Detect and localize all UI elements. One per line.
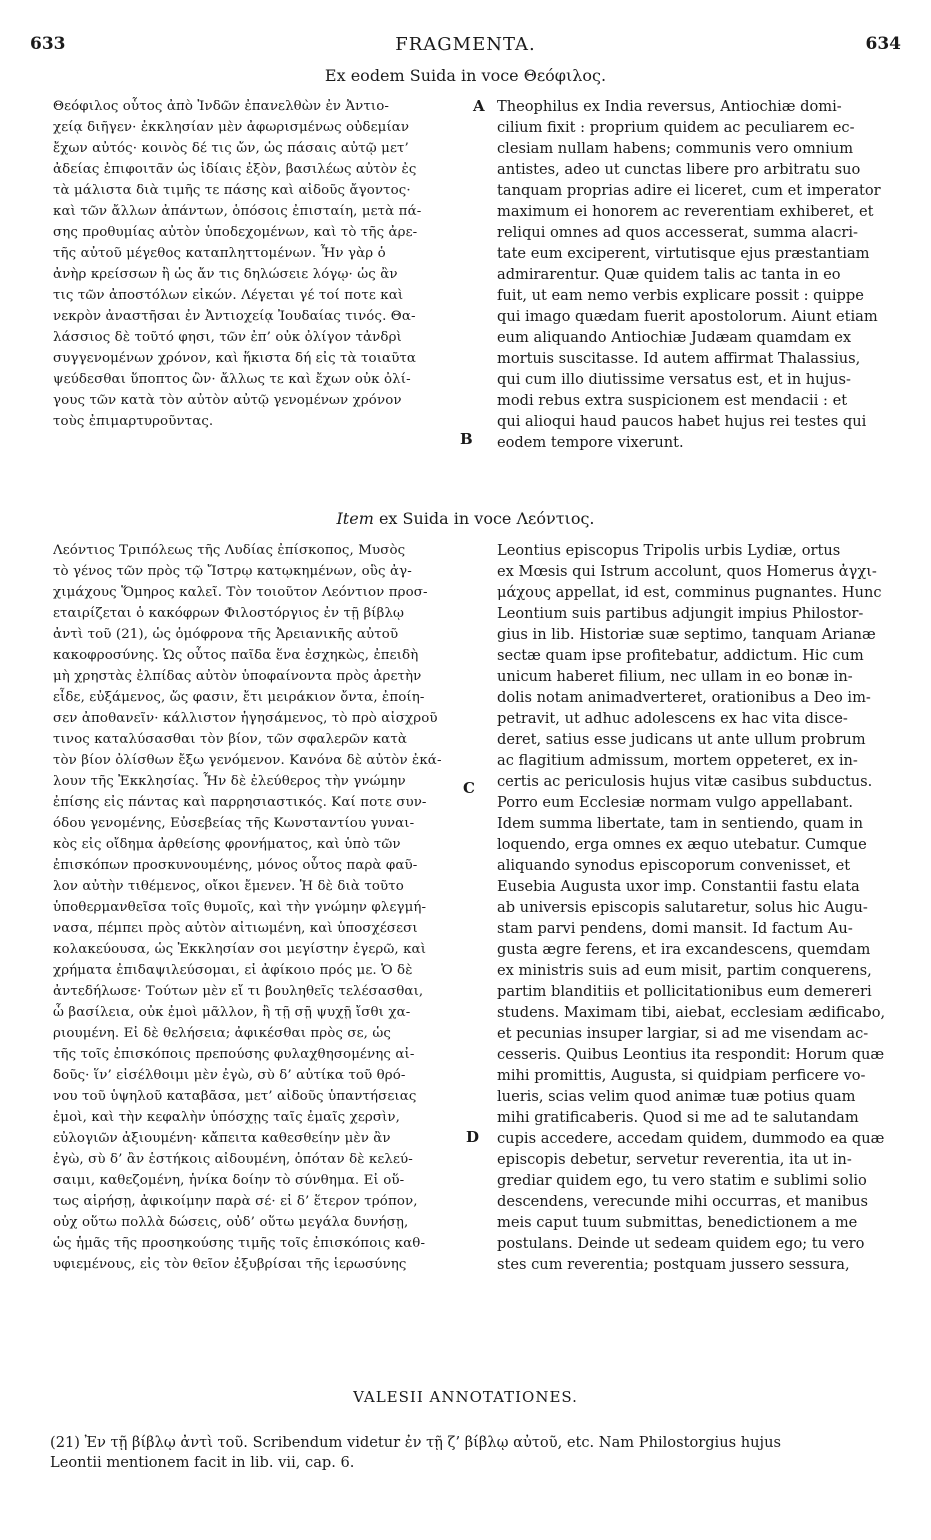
latin-text-line: gius in lib. Historiæ suæ septimo, tanquam Arianæ [497, 626, 876, 643]
latin-text-line: eum aliquando Antiochiæ Judæam quamdam ex [497, 329, 852, 346]
greek-text-line: ὦ βασίλεια, οὐκ ἐμοὶ μᾶλλον, ἢ τῇ σῇ ψυχῇ ἴσθι χα- [53, 1005, 411, 1020]
latin-text-line: clesiam nullam habens; communis vero omnium [497, 140, 854, 157]
greek-text-line: ἀντεδήλωσε· Τούτων μὲν εἴ τι βουληθεῖς τελέσασθαι, [53, 984, 424, 999]
greek-text-line: ὡς ἡμᾶς τῆς προσηκούσης τιμῆς τοῖς ἐπισκόποις καθ- [53, 1236, 426, 1251]
latin-text-line: qui alioqui haud paucos habet hujus rei testes qui [497, 413, 867, 430]
greek-text-line: ὑποθερμανθεῖσα τοῖς θυμοῖς, καὶ τὴν γνώμην φλεγμή- [53, 900, 427, 915]
latin-text-line: tanquam proprias adire ei liceret, cum et imperator [497, 182, 881, 199]
greek-text-line: τὸν βίον ὀλίσθων ἔξω γενόμενον. Κανόνα δὲ αὐτὸν ἐκά- [53, 753, 442, 768]
latin-text-line: dolis notam animadverteret, orationibus a Deo im- [497, 689, 871, 706]
greek-text-line: γους τῶν κατὰ τὸν αὐτὸν αὐτῷ γενομένων χρόνον [53, 393, 402, 408]
section2-latin-column [497, 540, 901, 1275]
latin-text-line: descendens, verecunde mihi occurras, et manibus [497, 1193, 869, 1210]
annotation-line-2: Leontii mentionem facit in lib. vii, cap. 6. [50, 1454, 355, 1471]
latin-text-line: Porro eum Ecclesiæ normam vulgo appellabant. [497, 794, 853, 811]
greek-text-line: κὸς εἰς οἴδημα ἀρθείσης φρονήματος, καὶ ὑπὸ τῶν [53, 837, 401, 852]
latin-text-line: Theophilus ex India reversus, Antiochiæ domi- [497, 98, 842, 115]
latin-text-line: loquendo, erga omnes ex æquo utebatur. Cumque [497, 836, 867, 853]
margin-marker-d: D [466, 1128, 480, 1146]
running-title: FRAGMENTA. [395, 34, 536, 55]
latin-text-line: sectæ quam ipse profitebatur, addictum. Hic cum [497, 647, 864, 664]
greek-text-line: σης προθυμίας αὐτὸν ὑποδεχομένων, καὶ τὸ τῆς ἀρε- [53, 225, 418, 240]
latin-text-line: mihi promittis, Augusta, si quidpiam perficere vo- [497, 1067, 866, 1084]
latin-text-line: unicum haberet filium, nec ullam in eo bonæ in- [497, 668, 853, 685]
latin-text-line: Leontium suis partibus adjungit impius Philostor- [497, 605, 864, 622]
annotation-line-1: (21) Ἐν τῇ βίβλῳ ἀντὶ τοῦ. Scribendum videtur ἐν τῇ ζ’ βίβλῳ αὐτοῦ, etc. Nam Philostorgius hujus [50, 1434, 781, 1451]
greek-text-line: νασα, πέμπει πρὸς αὐτὸν αἰτιωμένη, καὶ ὑποσχέσεσι [53, 921, 418, 936]
greek-text-line: ἔχων αὐτός· κοινὸς δέ τις ὤν, ὡς πάσαις αὐτῷ μετ’ [53, 141, 409, 156]
latin-text-line: qui cum illo diutissime versatus est, et in hujus- [497, 371, 851, 388]
latin-text-line: mihi gratificaberis. Quod si me ad te salutandam [497, 1109, 859, 1126]
latin-text-line: stes cum reverentia; postquam jussero sessura, [497, 1256, 850, 1273]
latin-text-line: maximum ei honorem ac reverentiam exhiberet, et [497, 203, 874, 220]
greek-text-line: ἀδείας ἐπιφοιτᾶν ὡς ἰδίαις ἐξὸν, βασιλέως αὐτὸν ἐς [53, 162, 417, 177]
greek-text-line: νου τοῦ ὑψηλοῦ καταβᾶσα, μετ’ αἰδοῦς ὑπαντήσειας [53, 1089, 417, 1104]
latin-text-line: stam parvi pendens, domi mansit. Id factum Au- [497, 920, 853, 937]
latin-text-line: studens. Maximam tibi, aiebat, ecclesiam ædificabo, [497, 1004, 886, 1021]
latin-text-line: qui imago quædam fuerit apostolorum. Aiunt etiam [497, 308, 878, 325]
latin-text-line: et pecunias insuper largiar, si ad me visendam ac- [497, 1025, 869, 1042]
greek-text-line: σαιμι, καθεζομένη, ἡνίκα δοίην τὸ σύνθημα. Εἰ οὕ- [53, 1173, 405, 1188]
latin-text-line: cilium fixit : proprium quidem ac peculiarem ec- [497, 119, 855, 136]
greek-text-line: ἐμοὶ, καὶ τὴν κεφαλὴν ὑπόσχῃς ταῖς ἐμαῖς χερσὶν, [53, 1110, 401, 1125]
greek-text-line: λουν τῆς Ἐκκλησίας. Ἦν δὲ ἐλεύθερος τὴν γνώμην [53, 774, 406, 789]
latin-text-line: partim blanditiis et pollicitationibus eum demereri [497, 983, 872, 1000]
greek-text-line: τὸ γένος τῶν πρὸς τῷ Ἴστρῳ κατῳκημένων, οὓς ἀγ- [53, 564, 412, 579]
latin-text-line: admirarentur. Quæ quidem talis ac tanta in eo [497, 266, 841, 283]
page-number-left: 633 [30, 34, 66, 54]
greek-text-line: λον αὐτὴν τιθέμενος, οἴκοι ἔμενεν. Ἡ δὲ διὰ τοῦτο [53, 879, 404, 894]
margin-marker-a: A [473, 97, 485, 115]
greek-text-line: καὶ τῶν ἄλλων ἀπάντων, ὁπόσοις ἐπισταίη, μετὰ πά- [53, 204, 422, 219]
latin-text-line: mortuis suscitasse. Id autem affirmat Thalassius, [497, 350, 861, 367]
latin-text-line: Leontius episcopus Tripolis urbis Lydiæ, ortus [497, 542, 841, 559]
latin-text-line: Idem summa libertate, tam in sentiendo, quam in [497, 815, 863, 832]
latin-text-line: gusta ægre ferens, et ira excandescens, quemdam [497, 941, 871, 958]
latin-text-line: postulans. Deinde ut sedeam quidem ego; tu vero [497, 1235, 865, 1252]
section2-greek-column [53, 540, 463, 1275]
section2-heading-item: Item [336, 509, 374, 528]
greek-text-line: τινος καταλύσασθαι τὸν βίον, τῶν σφαλερῶν κατὰ [53, 732, 407, 747]
greek-text-line: ἀντὶ τοῦ (21), ὡς ὁμόφρονα τῆς Ἀρειανικῆς αὐτοῦ [53, 627, 399, 642]
greek-text-line: συγγενομένων χρόνον, καὶ ἥκιστα δή εἰς τὰ τοιαῦτα [53, 351, 417, 366]
margin-marker-b: B [460, 430, 473, 448]
section1-heading: Ex eodem Suida in voce Θεόφιλος. [324, 66, 607, 85]
greek-text-line: χιμάχους Ὅμηρος καλεῖ. Τὸν τοιοῦτον Λεόντιον προσ- [53, 585, 428, 600]
greek-text-line: τῆς αὐτοῦ μέγεθος καταπληττομένων. Ἦν γὰρ ὁ [53, 246, 386, 261]
greek-text-line: χρήματα ἐπιδαψιλεύσομαι, εἰ ἀφίκοιο πρός με. Ὁ δὲ [53, 963, 413, 978]
greek-text-line: δοῦς· ἵν’ εἰσέλθοιμι μὲν ἐγὼ, σὺ δ’ αὐτίκα τοῦ θρό- [53, 1068, 406, 1083]
greek-text-line: εταιρίζεται ὁ κακόφρων Φιλοστόργιος ἐν τῇ βίβλῳ [53, 606, 405, 621]
section1-greek-column [53, 96, 463, 432]
greek-text-line: τως αἱρήσῃ, ἀφικοίμην παρὰ σέ· εἰ δ’ ἕτερον τρόπον, [53, 1194, 418, 1209]
section2-heading-rest: ex Suida in voce Λεόντιος. [373, 509, 595, 528]
latin-text-line: modi rebus extra suspicionem est mendacii : et [497, 392, 848, 409]
greek-text-line: λάσσιος δὲ τοῦτό φησι, τῶν ἐπ’ οὐκ ὀλίγον τἀνδρὶ [53, 330, 402, 345]
latin-text-line: ab universis episcopis salutaretur, solus hic Augu- [497, 899, 868, 916]
latin-text-line: episcopis debetur, servetur reverentia, ita ut in- [497, 1151, 852, 1168]
greek-text-line: κακοφροσύνης. Ὡς οὗτος παῖδα ἕνα ἐσχηκὼς, ἐπειδὴ [53, 648, 419, 663]
greek-text-line: τοὺς ἐπιμαρτυροῦντας. [53, 414, 214, 429]
latin-text-line: eodem tempore vixerunt. [497, 434, 684, 451]
greek-text-line: Λεόντιος Τριπόλεως τῆς Λυδίας ἐπίσκοπος, Μυσὸς [53, 543, 406, 558]
latin-text-line: ex ministris suis ad eum misit, partim conquerens, [497, 962, 872, 979]
greek-text-line: χείᾳ διῆγεν· ἐκκλησίαν μὲν ἀφωρισμένως οὐδεμίαν [53, 120, 410, 135]
latin-text-line: fuit, ut eam nemo verbis explicare possit : quippe [497, 287, 864, 304]
greek-text-line: ἐπίσης εἰς πάντας καὶ παρρησιαστικός. Καί ποτε συν- [53, 795, 427, 810]
latin-text-line: certis ac periculosis hujus vitæ casibus subductus. [497, 773, 873, 790]
greek-text-line: ριουμένη. Εἰ δὲ θελήσεια; ἀφικέσθαι πρὸς σε, ὡς [53, 1026, 392, 1041]
greek-text-line: τις τῶν ἀποστόλων εἰκών. Λέγεται γέ τοί ποτε καὶ [53, 288, 404, 303]
greek-text-line: σεν ἀποθανεῖν· κάλλιστον ἡγησάμενος, τὸ πρὸ αἰσχροῦ [53, 711, 438, 726]
greek-text-line: εἶδε, εὐξάμενος, ὥς φασιν, ἔτι μειράκιον ὄντα, ἐποίη- [53, 690, 425, 705]
section2-heading [0, 509, 931, 528]
latin-text-line: petravit, ut adhuc adolescens ex hac vita disce- [497, 710, 848, 727]
greek-text-line: ἐπισκόπων προσκυνουμένης, μόνος οὗτος παρὰ φαῦ- [53, 858, 418, 873]
greek-text-line: ψεύδεσθαι ὕποπτος ὢν· ἄλλως τε καὶ ἔχων οὐκ ὀλί- [53, 372, 411, 387]
latin-text-line: μάχους appellat, id est, comminus pugnantes. Hunc [497, 584, 882, 601]
latin-text-line: reliqui omnes ad quos accesserat, summa alacri- [497, 224, 858, 241]
greek-text-line: τῆς τοῖς ἐπισκόποις πρεπούσης φυλαχθησομένης αἰ- [53, 1047, 415, 1062]
margin-marker-c: C [463, 779, 475, 797]
page-number-right: 634 [865, 34, 901, 54]
greek-text-line: ἀνὴρ κρείσσων ἢ ὡς ἄν τις δηλώσειε λόγῳ· ὡς ἂν [53, 267, 398, 282]
greek-text-line: ἐγὼ, σὺ δ’ ἂν ἑστήκοις αἰδουμένη, ὁπόταν δὲ κελεύ- [53, 1152, 413, 1167]
greek-text-line: νεκρὸν ἀναστῆσαι ἐν Ἀντιοχείᾳ Ἰουδαίας τινός. Θα- [53, 309, 416, 324]
latin-text-line: cesseris. Quibus Leontius ita respondit: Horum quæ [497, 1046, 885, 1063]
latin-text-line: meis caput tuum submittas, benedictionem a me [497, 1214, 858, 1231]
latin-text-line: ex Mœsis qui Istrum accolunt, quos Homerus ἀγχι- [497, 563, 877, 580]
latin-text-line: cupis accedere, accedam quidem, dummodo ea quæ [497, 1130, 885, 1147]
latin-text-line: aliquando synodus episcoporum convenisset, et [497, 857, 851, 874]
annotations-title: VALESII ANNOTATIONES. [353, 1388, 578, 1406]
greek-text-line: οὐχ οὕτω πολλὰ δώσεις, οὐδ’ οὕτω μεγάλα δυνήσῃ, [53, 1215, 409, 1230]
section1-latin-column [497, 96, 901, 453]
latin-text-line: grediar quidem ego, tu vero statim e sublimi solio [497, 1172, 867, 1189]
greek-text-line: Θεόφιλος οὗτος ἀπὸ Ἰνδῶν ἐπανελθὼν ἐν Ἀντιο- [53, 99, 390, 114]
greek-text-line: τὰ μάλιστα διὰ τιμῆς τε πάσης καὶ αἰδοῦς ἄγοντος· [53, 183, 411, 198]
greek-text-line: κολακεύουσα, ὡς Ἐκκλησίαν σοι μεγίστην ἐγερῶ, καὶ [53, 942, 427, 957]
greek-text-line: μὴ χρηστὰς ἐλπίδας αὐτὸν ὑποφαίνοντα πρὸς ἀρετὴν [53, 669, 422, 684]
latin-text-line: ac flagitium admissum, mortem oppeteret, ex in- [497, 752, 858, 769]
greek-text-line: όδου γενομένης, Εὐσεβείας τῆς Κωνσταντίου γυναι- [53, 816, 415, 831]
greek-text-line: εὐλογιῶν ἀξιουμένη· κἄπειτα καθεσθείην μὲν ἂν [53, 1131, 391, 1146]
latin-text-line: Eusebia Augusta uxor imp. Constantii fastu elata [497, 878, 860, 895]
latin-text-line: lueris, scias velim quod animæ tuæ potius quam [497, 1088, 856, 1105]
latin-text-line: antistes, adeo ut cunctas libere pro arbitratu suo [497, 161, 861, 178]
latin-text-line: deret, satius esse judicans ut ante ullum probrum [497, 731, 866, 748]
page-header [30, 34, 901, 56]
latin-text-line: tate eum exciperent, virtutisque ejus præstantiam [497, 245, 870, 262]
greek-text-line: υφιεμένους, εἰς τὸν θεῖον ἐξυβρίσαι τῆς ἱερωσύνης [53, 1257, 407, 1272]
